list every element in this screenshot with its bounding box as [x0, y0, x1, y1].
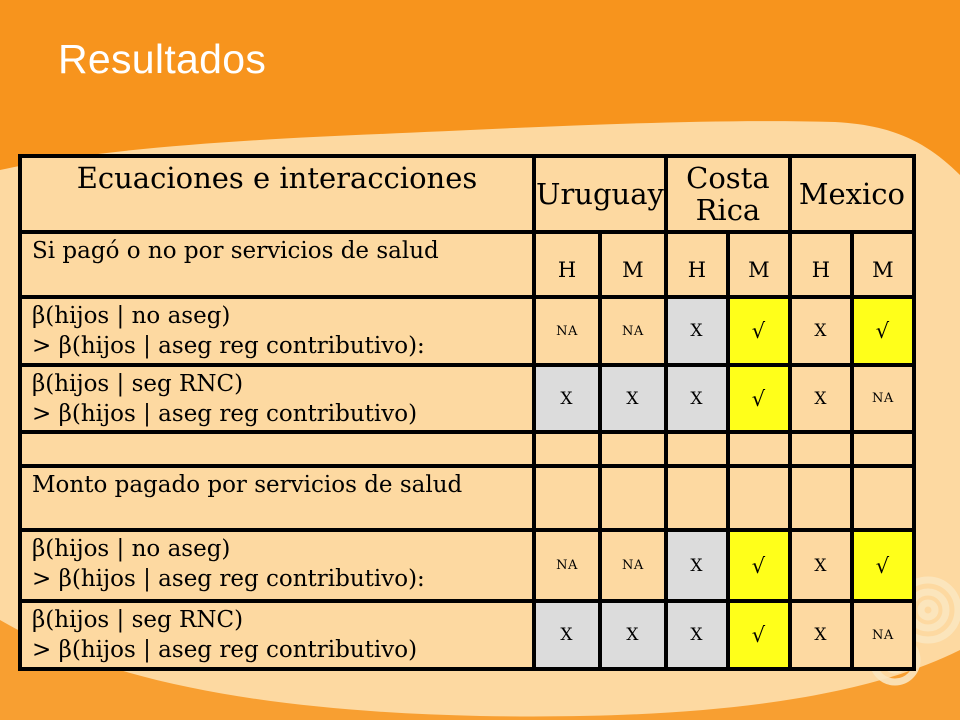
value-cell: √ [730, 532, 788, 599]
spacer-cell [730, 434, 788, 464]
section-row [22, 468, 912, 528]
spacer-cell [536, 434, 598, 464]
section-title-monto: Monto pagado por servicios de salud [22, 468, 532, 528]
spacer-cell [602, 434, 664, 464]
result-row [22, 532, 912, 599]
value-cell: X [668, 603, 726, 667]
value-cell: NA [536, 299, 598, 363]
label-line-2: > β(hijos | aseg reg contributivo) [32, 401, 418, 427]
result-row-label [22, 603, 532, 667]
value-cell: X [792, 532, 850, 599]
spacer-cell [792, 434, 850, 464]
orange-banner [0, 0, 960, 175]
header-equations-label: Ecuaciones e interacciones [22, 158, 532, 230]
spacer-cell [668, 434, 726, 464]
value-cell: X [602, 603, 664, 667]
value-cell: √ [730, 603, 788, 667]
value-cell: √ [730, 367, 788, 430]
empty-cell [854, 468, 912, 528]
value-cell: X [668, 367, 726, 430]
sub-header-uruguay-m: M [602, 234, 664, 295]
sub-header-mexico-m: M [854, 234, 912, 295]
label-line-2: > β(hijos | aseg reg contributivo) [32, 637, 418, 663]
label-line-2: > β(hijos | aseg reg contributivo): [32, 333, 425, 359]
value-cell: NA [602, 532, 664, 599]
value-cell: NA [536, 532, 598, 599]
empty-cell [730, 468, 788, 528]
empty-cell [602, 468, 664, 528]
label-line-1: β(hijos | no aseg) [32, 536, 231, 562]
results-table [18, 154, 916, 671]
value-cell: X [536, 367, 598, 430]
label-line-2: > β(hijos | aseg reg contributivo): [32, 566, 425, 592]
value-cell: X [536, 603, 598, 667]
spacer-cell [22, 434, 532, 464]
value-cell: X [792, 367, 850, 430]
value-cell: √ [730, 299, 788, 363]
section-title-pago: Si pagó o no por servicios de salud [22, 234, 532, 295]
slide-title: Resultados [58, 36, 267, 82]
spacer-row [22, 434, 912, 464]
result-row-label [22, 532, 532, 599]
value-cell: X [668, 299, 726, 363]
empty-cell [792, 468, 850, 528]
empty-cell [668, 468, 726, 528]
result-row [22, 367, 912, 430]
result-row-label [22, 299, 532, 363]
sub-header-mexico-h: H [792, 234, 850, 295]
header-country-uruguay: Uruguay [536, 158, 664, 230]
value-cell: √ [854, 299, 912, 363]
value-cell: √ [854, 532, 912, 599]
header-row [22, 158, 912, 230]
sub-header-costa-rica-m: M [730, 234, 788, 295]
value-cell: X [792, 603, 850, 667]
value-cell: NA [602, 299, 664, 363]
value-cell: X [792, 299, 850, 363]
label-line-1: β(hijos | seg RNC) [32, 607, 244, 633]
result-row-label [22, 367, 532, 430]
label-line-1: β(hijos | no aseg) [32, 303, 231, 329]
result-row [22, 299, 912, 363]
header-country-costa-rica: Costa Rica [668, 158, 788, 230]
header-country-mexico: Mexico [792, 158, 912, 230]
result-row [22, 603, 912, 667]
value-cell: NA [854, 603, 912, 667]
spacer-cell [854, 434, 912, 464]
value-cell: NA [854, 367, 912, 430]
sub-header-uruguay-h: H [536, 234, 598, 295]
label-line-1: β(hijos | seg RNC) [32, 371, 244, 397]
section-row [22, 234, 912, 295]
empty-cell [536, 468, 598, 528]
value-cell: X [602, 367, 664, 430]
sub-header-costa-rica-h: H [668, 234, 726, 295]
value-cell: X [668, 532, 726, 599]
